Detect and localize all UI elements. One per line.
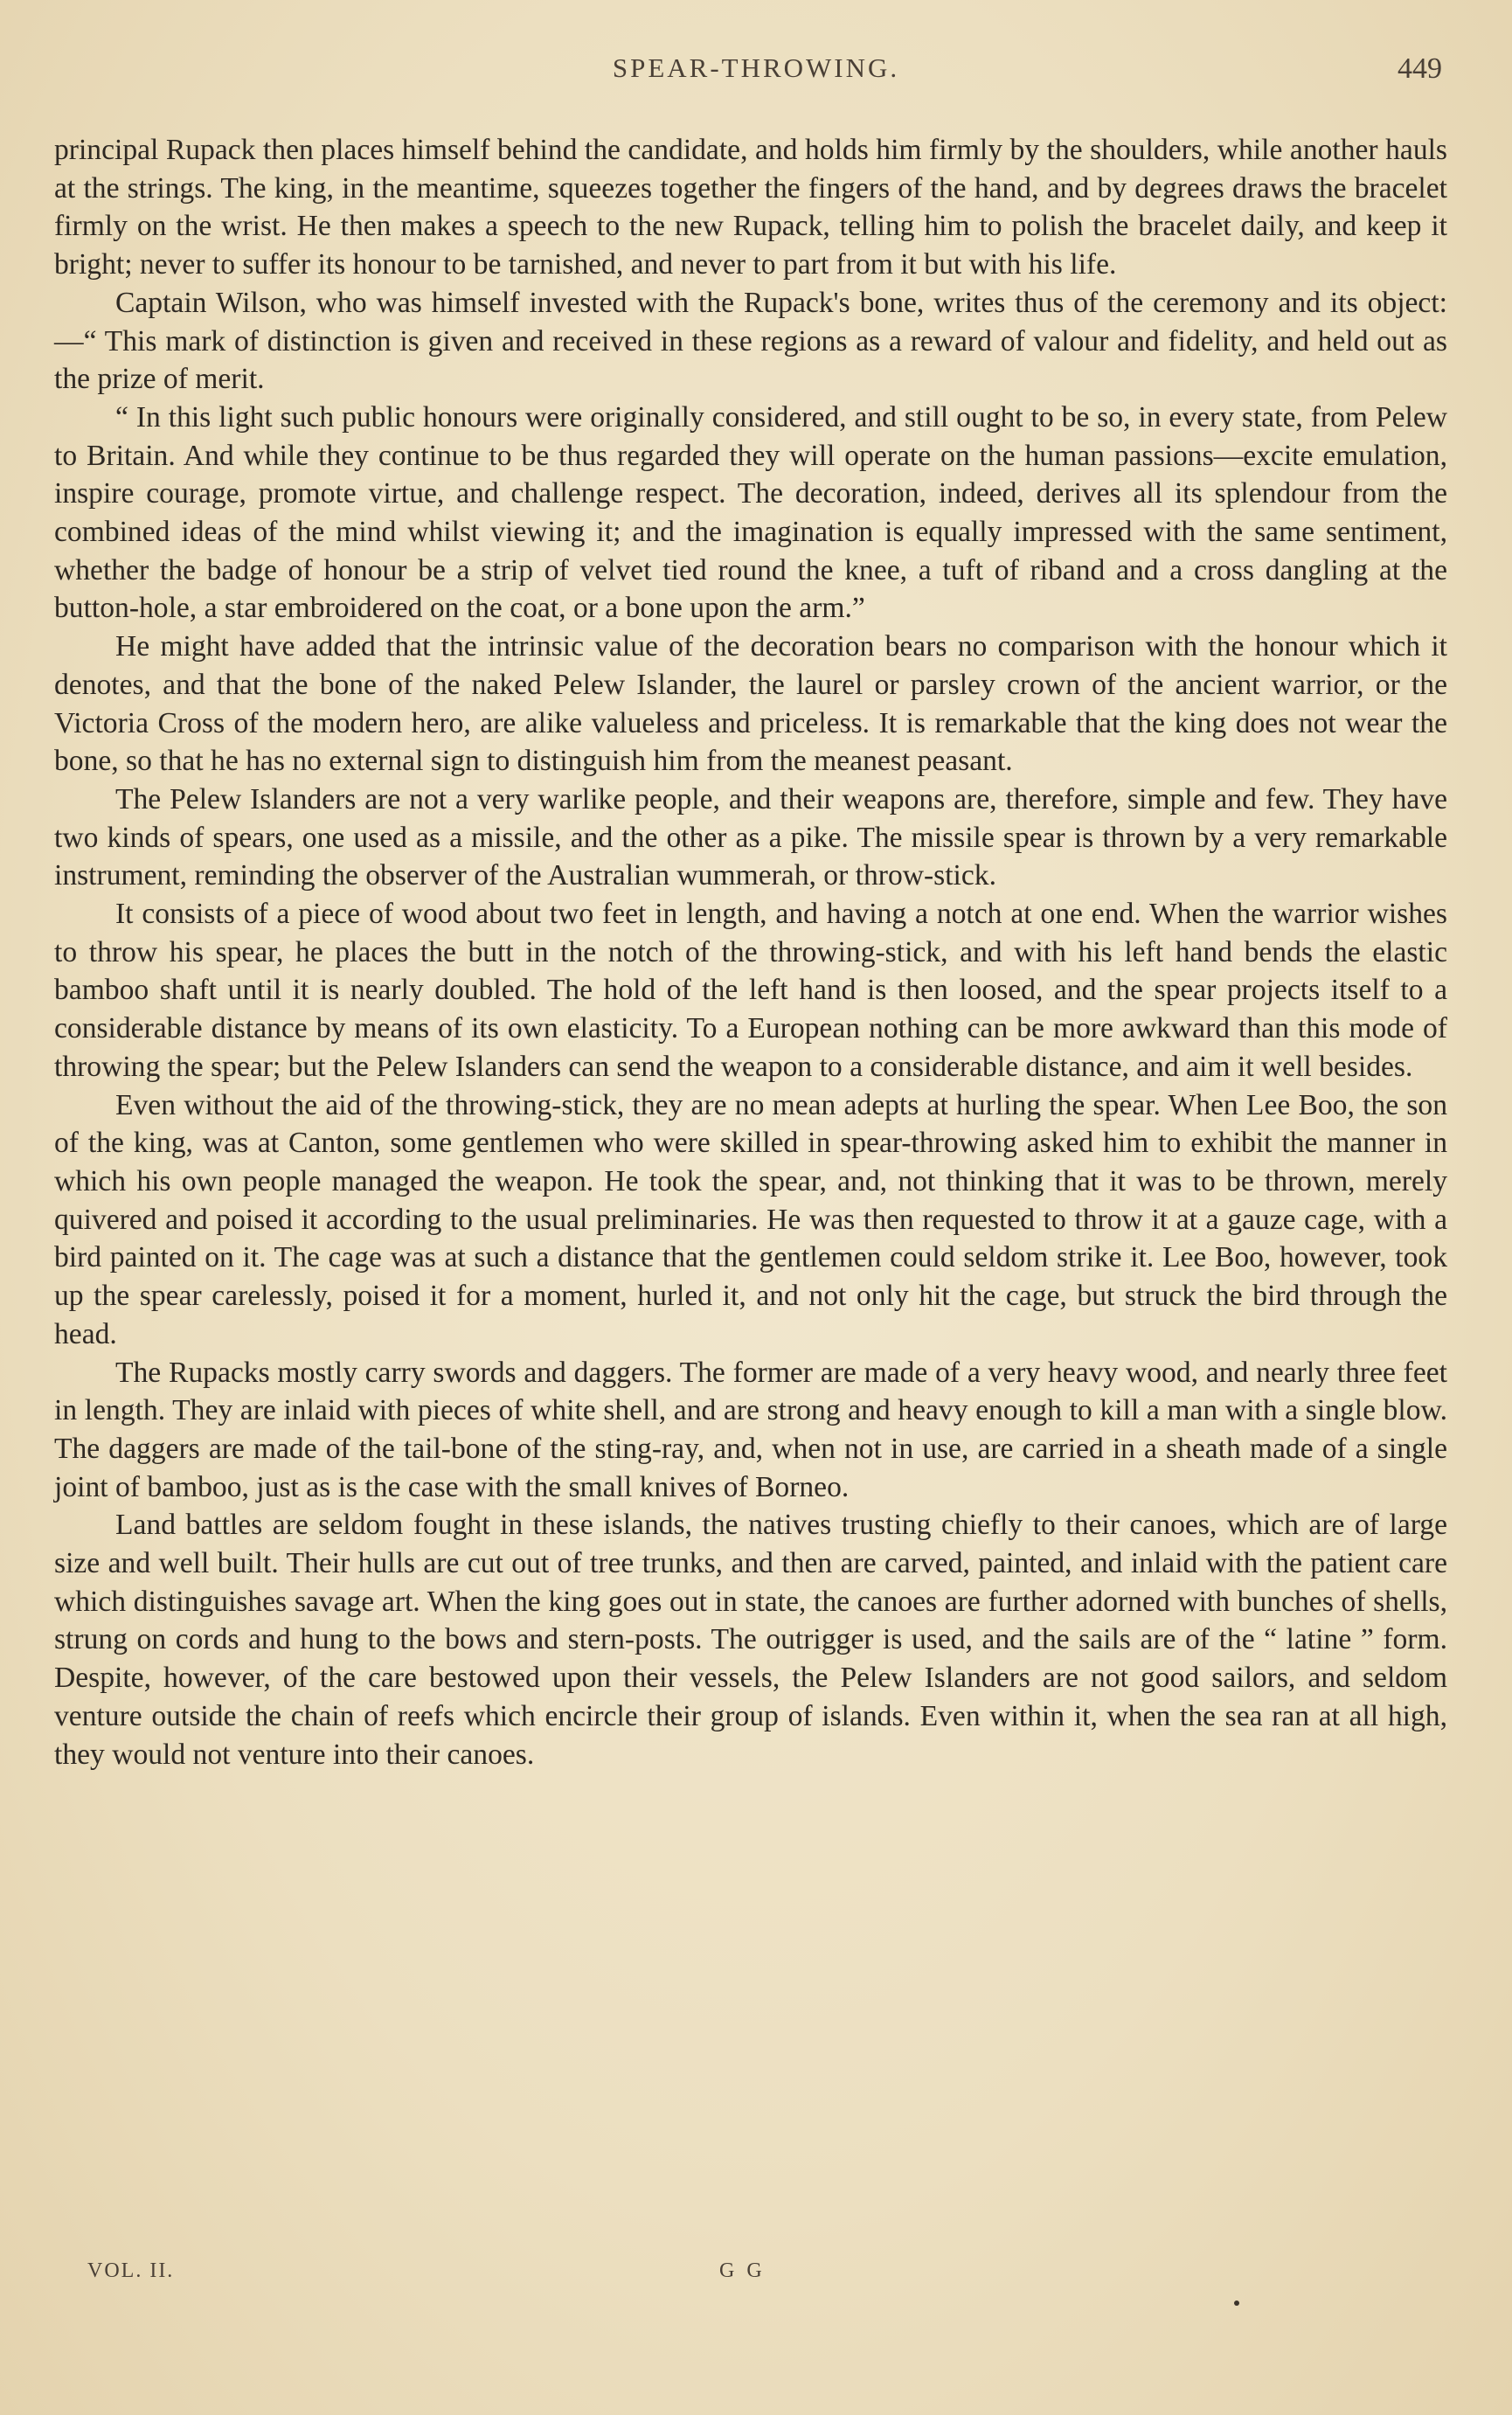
paragraph-4: He might have added that the intrinsic value of the decoration bears no comparison with the honour which it denotes, and that the bone of the naked Pelew Islander, the laurel or parsley crown of the ancient warrior, or the Victoria Cross of the modern hero, are alike valueless and priceless. It is remarkable that the king does not wear the bone, so that he has no external sign to distinguish him from the meanest peasant.	[54, 630, 1447, 778]
paragraph-9: Land battles are seldom fought in these islands, the natives trusting chiefly to their canoes, which are of large size and well built. Their hulls are cut out of tree trunks, and then are carved, painted, and inlaid with the patient care which distinguishes savage art. When the king goes out in state, the canoes are further adorned with bunches of shells, strung on cords and hung to the bows and stern-posts. The outrigger is used, and the sails are of the “ latine ” form. Despite, however, of the care bestowed upon their vessels, the Pelew Islanders are not good sailors, and seldom venture outside the chain of reefs which encircle their group of islands. Even within it, when the sea ran at all high, they would not venture into their canoes.	[54, 1509, 1447, 1771]
running-head: SPEAR-THROWING.	[612, 52, 900, 83]
paragraph-1: principal Rupack then places himself behind the candidate, and holds him firmly by the shoulders, while another hauls at the strings. The king, in the meantime, squeezes together the fingers of the hand, and by degrees draws the bracelet firmly on the wrist. He then makes a speech to the new Rupack, telling him to polish the bracelet daily, and keep it bright; never to suffer its honour to be tarnished, and never to part from it but with his life.	[54, 134, 1447, 281]
paragraph-8: The Rupacks mostly carry swords and daggers. The former are made of a very heavy wood, and nearly three feet in length. They are inlaid with pieces of white shell, and are strong and heavy enough to kill a man with a single blow. The daggers are made of the tail-bone of the sting-ray, and, when not in use, are carried in a sheath made of a single joint of bamboo, just as is the case with the small knives of Borneo.	[54, 1356, 1447, 1503]
paragraph-5: The Pelew Islanders are not a very warlike people, and their weapons are, therefore, simple and few. They have two kinds of spears, one used as a missile, and the other as a pike. The missile spear is thrown by a very remarkable instrument, reminding the observer of the Australian wummerah, or throw-stick.	[54, 782, 1447, 892]
page-header	[0, 52, 1512, 96]
paragraph-6: It consists of a piece of wood about two feet in length, and having a notch at one end. When the warrior wishes to throw his spear, he places the butt in the notch of the throwing-stick, and with his left hand bends the elastic bamboo shaft until it is nearly doubled. The hold of the left hand is then loosed, and the spear projects itself to a considerable distance by means of its own elasticity. To a European nothing can be more awkward than this mode of throwing the spear; but the Pelew Islanders can send the weapon to a considerable distance, and aim it well besides.	[54, 898, 1447, 1083]
paragraph-7: Even without the aid of the throwing-stick, they are no mean adepts at hurling the spear. When Lee Boo, the son of the king, was at Canton, some gentlemen who were skilled in spear-throwing asked him to exhibit the manner in which his own people managed the weapon. He took the spear, and, not thinking that it was to be thrown, merely quivered and poised it according to the usual preliminaries. He was then requested to throw it at a gauze cage, with a bird painted on it. The cage was at such a distance that the gentlemen could seldom strike it. Lee Boo, however, took up the spear carelessly, poised it for a moment, hurled it, and not only hit the cage, but struck the bird through the head.	[54, 1088, 1447, 1350]
volume-label: VOL. II.	[87, 2259, 175, 2282]
paragraph-3: “ In this light such public honours were originally considered, and still ought to be so, in every state, from Pelew to Britain. And while they continue to be thus regarded they will operate on the human passions—excite emulation, inspire courage, promote virtue, and challenge respect. The decoration, indeed, derives all its splendour from the combined ideas of the mind whilst viewing it; and the imagination is equally impressed with the same sentiment, whether the badge of honour be a strip of velvet tied round the knee, a tuft of riband and a cross dangling at the button-hole, a star embroidered on the coat, or a bone upon the arm.”	[54, 400, 1447, 625]
paragraph-2: Captain Wilson, who was himself invested with the Rupack's bone, writes thus of the ceremony and its object:—“ This mark of distinction is given and received in these regions as a reward of valour and fidelity, and held out as the prize of merit.	[54, 286, 1447, 396]
ink-dot	[1234, 2300, 1239, 2306]
page-number: 449	[1398, 52, 1442, 85]
page-footer	[0, 2259, 1512, 2294]
signature-mark: G G	[719, 2259, 766, 2282]
body-text	[54, 131, 1447, 1773]
